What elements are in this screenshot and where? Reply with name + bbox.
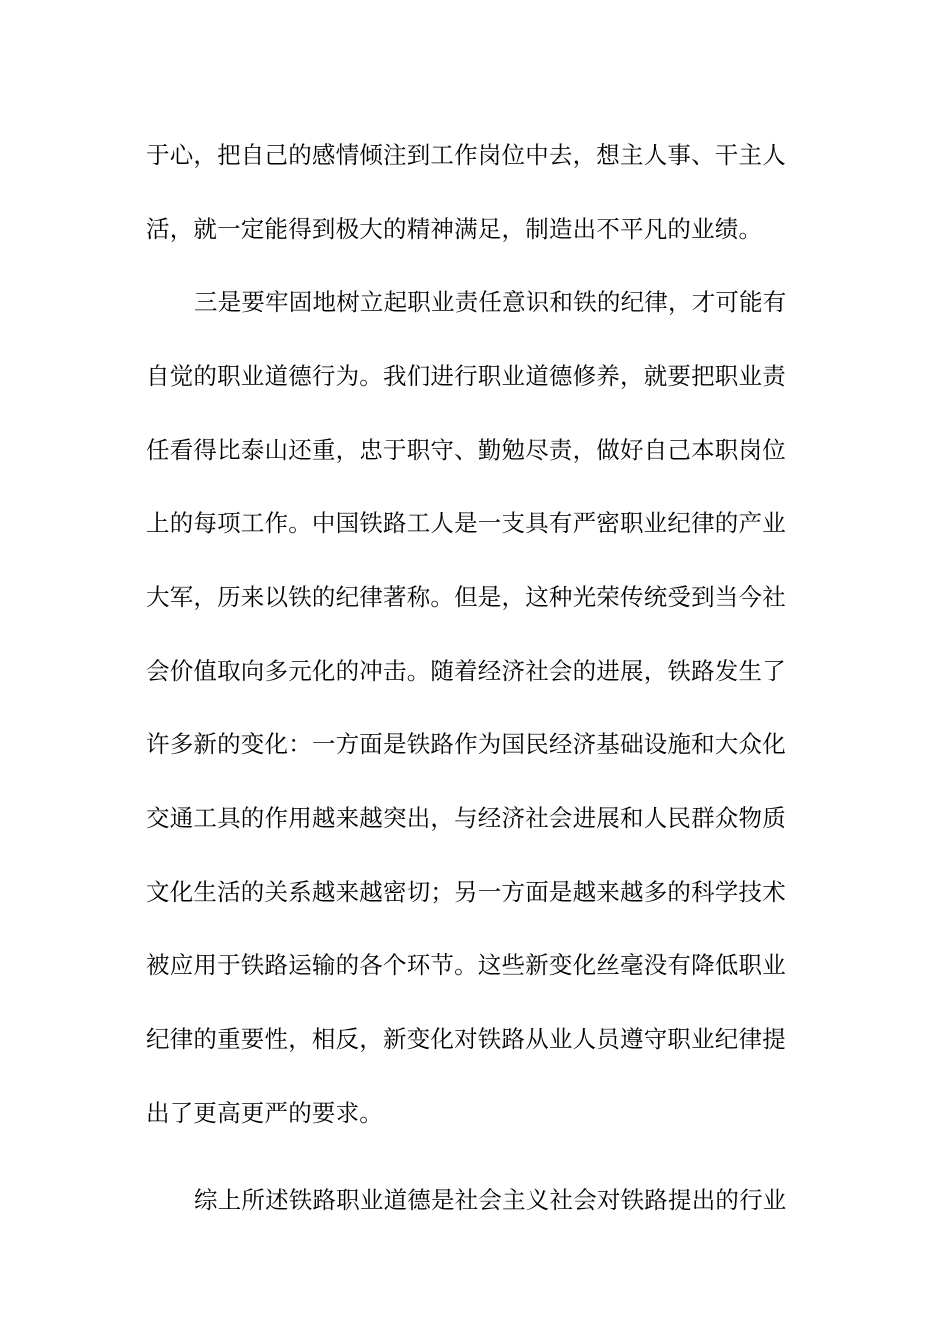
paragraph-first-line: 三是要牢固地树立起职业责任意识和铁的纪律，才可能有 — [194, 288, 787, 316]
paragraph-line: 大军，历来以铁的纪律著称。但是，这种光荣传统受到当今社 — [146, 583, 786, 611]
paragraph-first-line: 综上所述铁路职业道德是社会主义社会对铁路提出的行业 — [194, 1186, 787, 1214]
paragraph-line: 任看得比泰山还重，忠于职守、勤勉尽责，做好自己本职岗位 — [146, 436, 786, 464]
paragraph-line: 被应用于铁路运输的各个环节。这些新变化丝毫没有降低职业 — [146, 951, 786, 979]
paragraph-line: 于心，把自己的感情倾注到工作岗位中去，想主人事、干主人 — [146, 141, 786, 169]
paragraph-line: 交通工具的作用越来越突出，与经济社会进展和人民群众物质 — [146, 804, 786, 832]
paragraph-line: 出了更高更严的要求。 — [146, 1099, 383, 1127]
paragraph-line: 活，就一定能得到极大的精神满足，制造出不平凡的业绩。 — [146, 215, 763, 243]
paragraph-line: 许多新的变化：一方面是铁路作为国民经济基础设施和大众化 — [146, 730, 786, 758]
paragraph-line: 上的每项工作。中国铁路工人是一支具有严密职业纪律的产业 — [146, 509, 786, 537]
paragraph-line: 会价值取向多元化的冲击。随着经济社会的进展，铁路发生了 — [146, 657, 786, 685]
paragraph-line: 纪律的重要性，相反，新变化对铁路从业人员遵守职业纪律提 — [146, 1025, 786, 1053]
paragraph-line: 文化生活的关系越来越密切；另一方面是越来越多的科学技术 — [146, 878, 786, 906]
paragraph-line: 自觉的职业道德行为。我们进行职业道德修养，就要把职业责 — [146, 362, 786, 390]
